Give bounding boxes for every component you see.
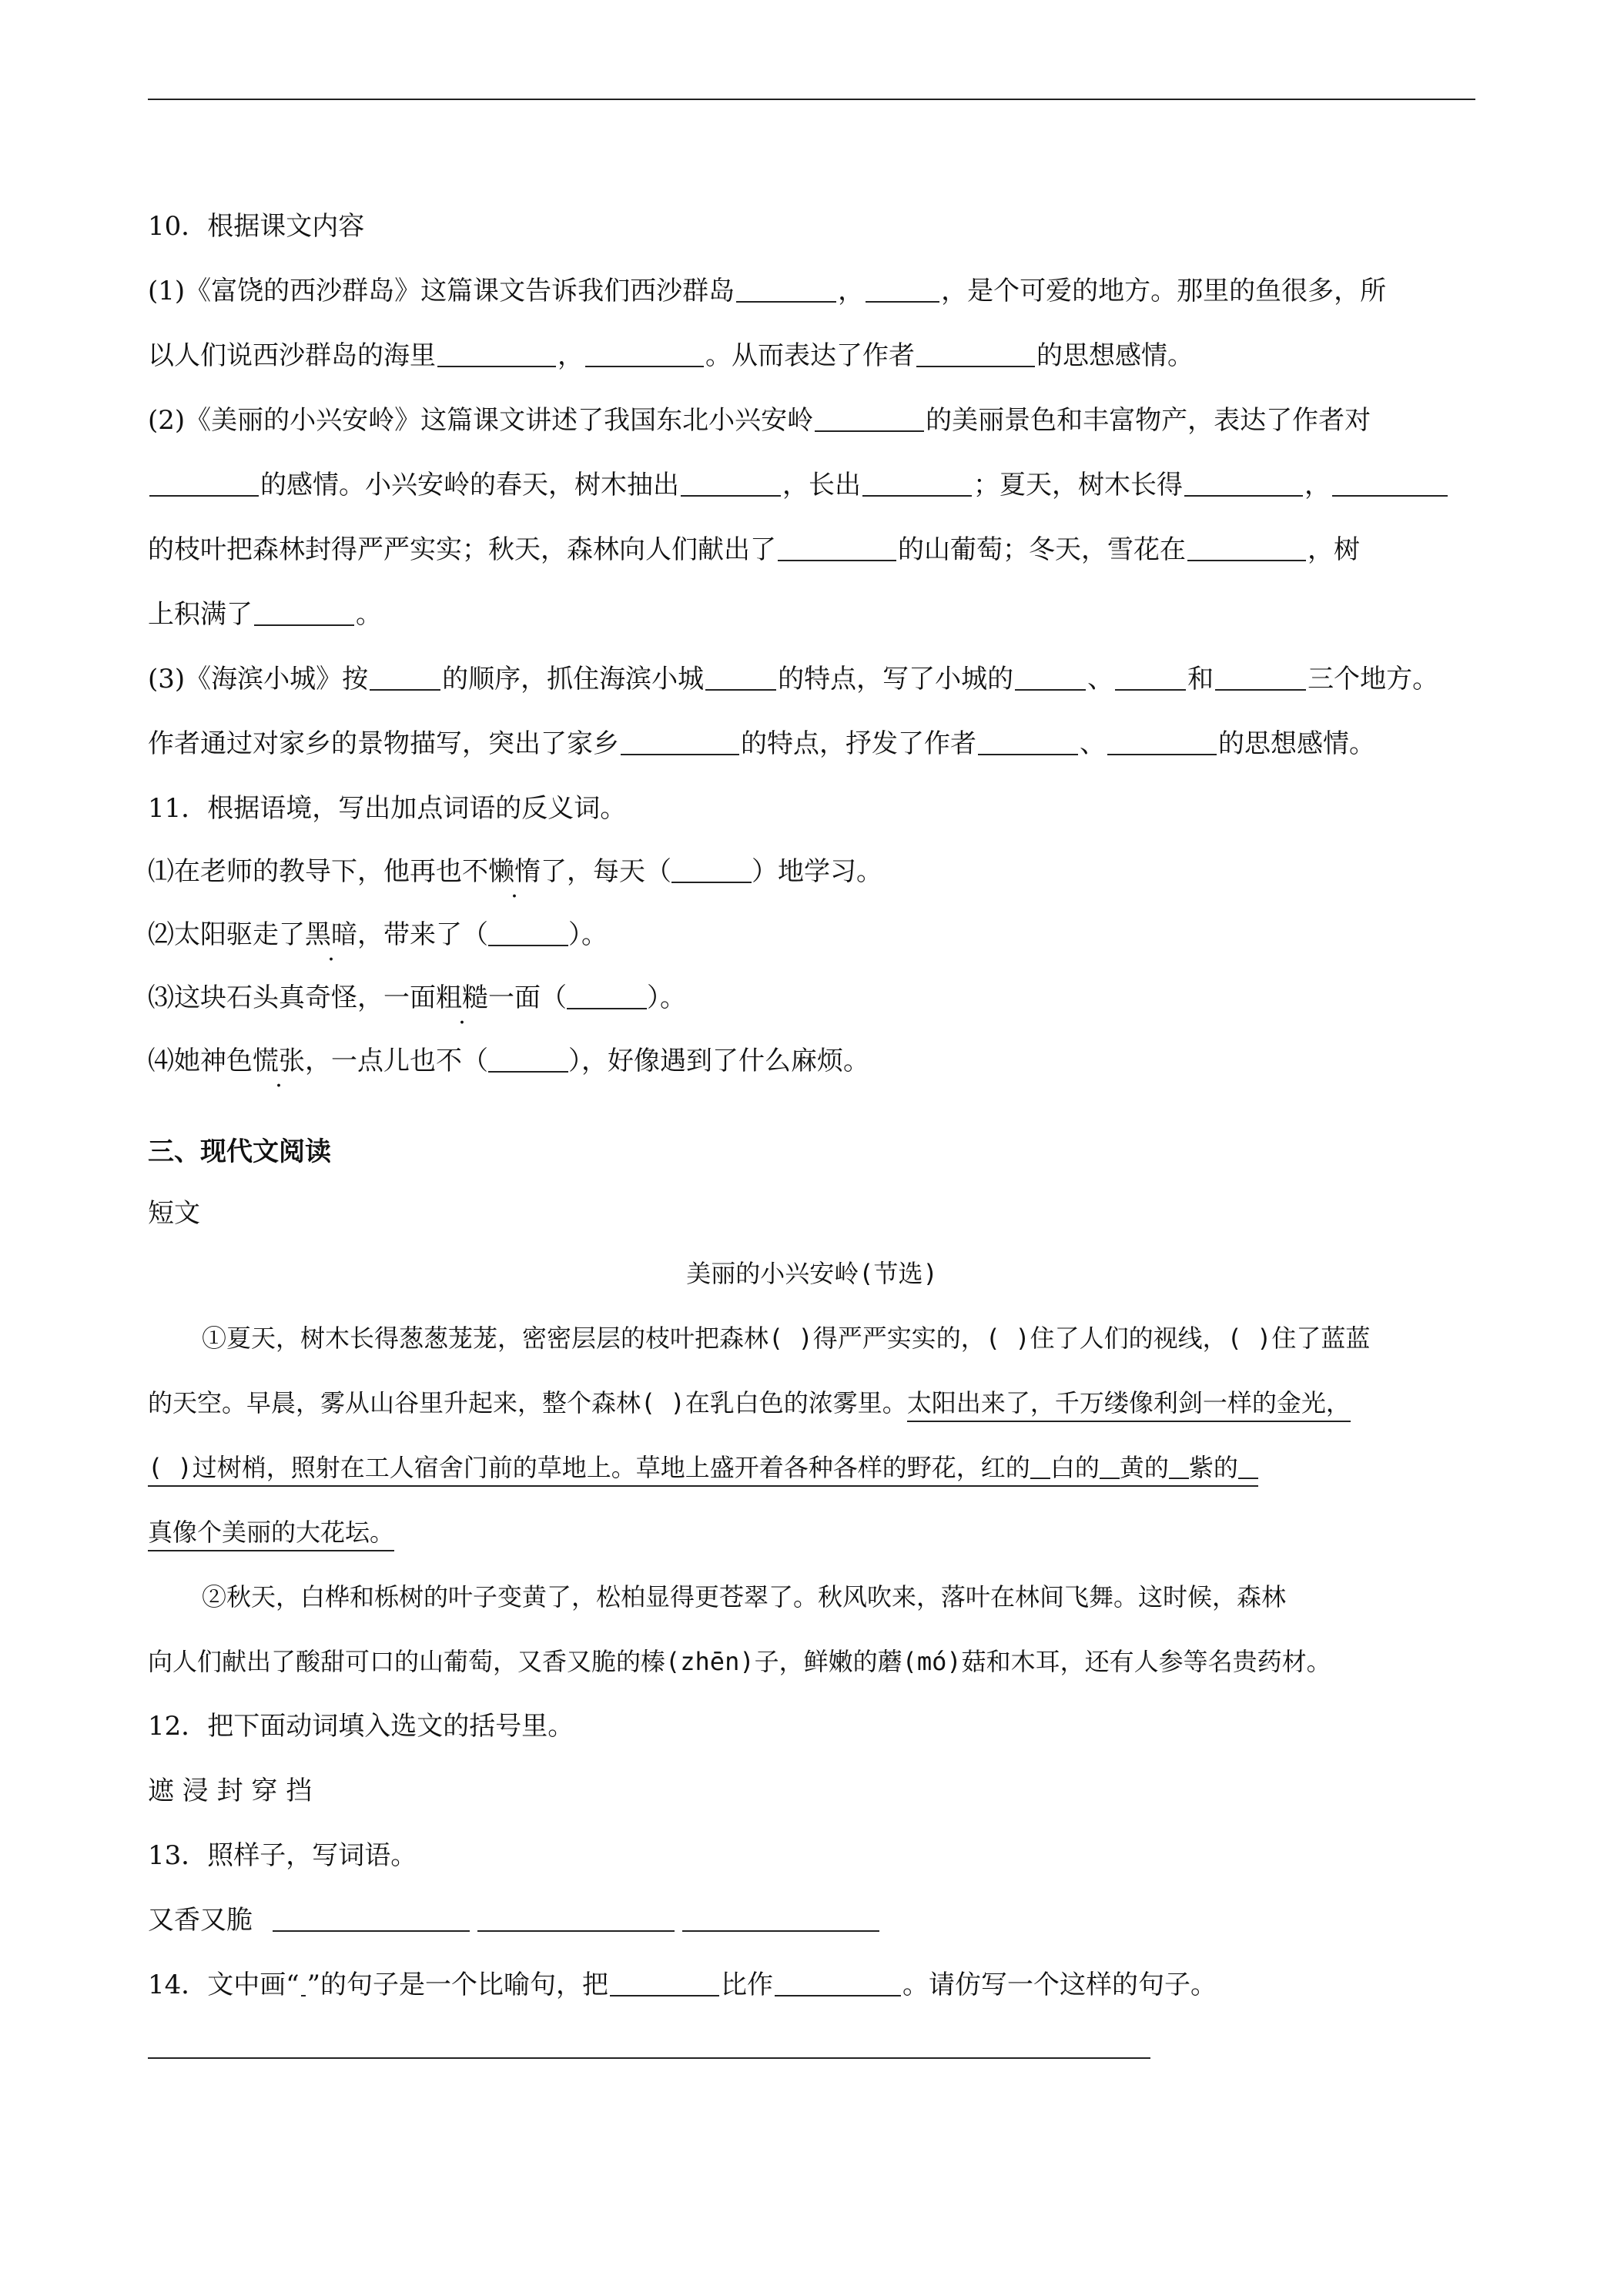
text: 三个地方。 [1308,664,1439,694]
text: 的特点，抒发了作者 [741,728,976,759]
blank[interactable] [1184,472,1303,497]
q13-example-line [148,1903,887,1937]
q11-s2 [148,918,608,952]
text: 了，每天（ [541,856,671,887]
text: 上积满了 [148,599,253,630]
text: ，树 [1308,534,1360,565]
blank[interactable] [610,1972,719,1996]
dotted-word: 懒惰 [488,856,541,887]
text: 。从而表达了作者 [705,340,915,371]
q10-p2-line4 [148,597,382,631]
blank[interactable] [916,343,1035,367]
blank[interactable] [815,407,924,432]
q13-title-text: 13．照样子，写词语。 [148,1840,417,1871]
answer-blank[interactable] [488,923,568,946]
blank[interactable] [866,278,939,303]
text: ， [838,276,865,306]
q10-p3-line1 [148,662,1438,696]
blank[interactable] [437,343,556,367]
underlined-sentence: 真像个美丽的大花坛。 [148,1518,394,1551]
blank[interactable] [1115,666,1186,691]
passage-line-2 [148,1386,1351,1420]
text: ⑷她神色 [148,1046,253,1076]
blank[interactable] [681,472,781,497]
answer-line[interactable] [477,1909,675,1932]
text: (2)《美丽的小兴安岭》这篇课文讲述了我国东北小兴安岭 [148,405,814,436]
underlined-sentence: 太阳出来了，千万缕像利剑一样的金光， [907,1388,1351,1422]
blank[interactable] [621,731,739,755]
q13-example: 又香又脆 [148,1905,253,1936]
q10-p2-line3 [148,533,1360,567]
q14-line [148,1968,1217,2002]
blank[interactable] [1215,666,1306,691]
blank[interactable] [978,731,1078,755]
blank[interactable] [705,666,776,691]
blank[interactable] [1238,1456,1258,1479]
text: ）地学习。 [752,856,882,887]
text: 、 [1080,728,1106,759]
underline-sample [301,1972,306,1996]
q12-words-text: 遮 浸 封 穿 挡 [148,1776,313,1806]
passage-line-1: ①夏天，树木长得葱葱茏茏，密密层层的枝叶把森林( )得严严实实的，( )住了人们的视线，( )住了蓝蓝 [202,1324,1371,1353]
blank[interactable] [775,1972,901,1996]
text: 比作 [721,1970,774,2000]
q10-p1-line2 [148,339,1194,373]
text: ”的句子是一个比喻句，把 [306,1970,609,2000]
text: 的顺序，抓住海滨小城 [442,664,705,694]
answer-blank[interactable] [488,1049,568,1073]
q10-p1-line1 [148,274,1386,308]
text: 的思想感情。 [1218,728,1375,759]
header-rule [148,99,1475,100]
text: ( )过树梢，照射在工人宿舍门前的草地上。草地上盛开着各种各样的野花，红的 [148,1453,1030,1482]
q10-p2-line2 [148,468,1449,502]
q11-title [148,792,626,825]
text: ⑴在老师的教导下，他再也不 [148,856,488,887]
dotted-word: 粗糙 [436,982,488,1013]
text: 的感情。小兴安岭的春天，树木抽出 [260,470,679,500]
q11-s3 [148,981,686,1015]
blank[interactable] [1100,1456,1120,1479]
section-sub [148,1197,200,1230]
text: ；夏天，树木长得 [973,470,1183,500]
q12-words [148,1774,312,1808]
answer-blank[interactable] [567,986,647,1009]
blank[interactable] [1107,731,1217,755]
text: 黄的 [1119,1453,1169,1482]
q11-s4 [148,1044,869,1078]
blank[interactable] [1332,472,1448,497]
q10-title [148,209,364,243]
blank[interactable] [1015,666,1086,691]
blank[interactable] [370,666,440,691]
answer-line[interactable] [682,1909,879,1932]
text: 的山葡萄；冬天，雪花在 [898,534,1186,565]
blank[interactable] [778,537,896,561]
q11-s1 [148,855,882,889]
q10-p3-line2 [148,727,1375,761]
text: ⑶这块石头真奇怪，一面 [148,982,436,1013]
q11-title-text: 11．根据语境，写出加点词语的反义词。 [148,793,627,824]
text: 以人们说西沙群岛的海里 [148,340,436,371]
text: ），好像遇到了什么麻烦。 [568,1046,869,1076]
text: 的枝叶把森林封得严严实实；秋天，森林向人们献出了 [148,534,776,565]
section-heading-text: 三、现代文阅读 [148,1136,331,1167]
dotted-word: 黑暗 [305,919,357,950]
text: (1)《富饶的西沙群岛》这篇课文告诉我们西沙群岛 [148,276,735,306]
passage-line-3 [148,1451,1258,1484]
text: 。请仿写一个这样的句子。 [902,1970,1217,2000]
blank[interactable] [254,601,354,626]
text: ， [558,340,584,371]
text: 14．文中画“ [148,1970,300,2000]
q13-title [148,1839,417,1873]
text: 。 [356,599,382,630]
text: ， [1304,470,1331,500]
q12-title [148,1709,574,1743]
section-heading [148,1135,331,1169]
text: 的特点，写了小城的 [778,664,1014,694]
passage-line-6: 向人们献出了酸甜可口的山葡萄，又香又脆的榛(zhēn)子，鲜嫩的蘑(mó)菇和木耳，还有人参等名贵药材。 [148,1647,1331,1676]
text: 一面（ [488,982,567,1013]
q10-p2-line1 [148,403,1371,437]
text: ，是个可爱的地方。那里的鱼很多，所 [941,276,1387,306]
text: 的美丽景色和丰富物产，表达了作者对 [926,405,1371,436]
passage-line-5: ②秋天，白桦和栎树的叶子变黄了，松柏显得更苍翠了。秋风吹来，落叶在林间飞舞。这时候，森林 [202,1582,1287,1612]
answer-line[interactable] [273,1909,470,1932]
text: 白的 [1050,1453,1100,1482]
underlined-sentence [148,1453,1258,1487]
q10-title-text: 10．根据课文内容 [148,211,365,242]
text: ，一点儿也不（ [305,1046,488,1076]
text: ）。 [568,919,608,950]
text: 的天空。早晨，雾从山谷里升起来，整个森林( )在乳白色的浓雾里。 [148,1388,907,1417]
text: (3)《海滨小城》按 [148,664,369,694]
text: 和 [1187,664,1214,694]
text: 紫的 [1188,1453,1238,1482]
blank[interactable] [149,472,259,497]
passage-title: 美丽的小兴安岭(节选) [686,1259,938,1288]
text: ，带来了（ [357,919,488,950]
blank[interactable] [736,278,836,303]
answer-blank[interactable] [671,860,752,883]
text: ，长出 [782,470,861,500]
text: 、 [1087,664,1114,694]
blank[interactable] [1169,1456,1189,1479]
q12-title-text: 12．把下面动词填入选文的括号里。 [148,1711,574,1742]
passage-line-4 [148,1515,394,1549]
text: ⑵太阳驱走了 [148,919,305,950]
dotted-word: 慌张 [253,1046,305,1076]
blank[interactable] [862,472,972,497]
text: 的思想感情。 [1036,340,1194,371]
section-sub-text: 短文 [148,1198,200,1229]
text: 作者通过对家乡的景物描写，突出了家乡 [148,728,619,759]
blank[interactable] [1030,1456,1050,1479]
answer-writing-line[interactable] [148,2057,1150,2059]
text: ）。 [647,982,686,1013]
blank[interactable] [1187,537,1306,561]
blank[interactable] [585,343,704,367]
